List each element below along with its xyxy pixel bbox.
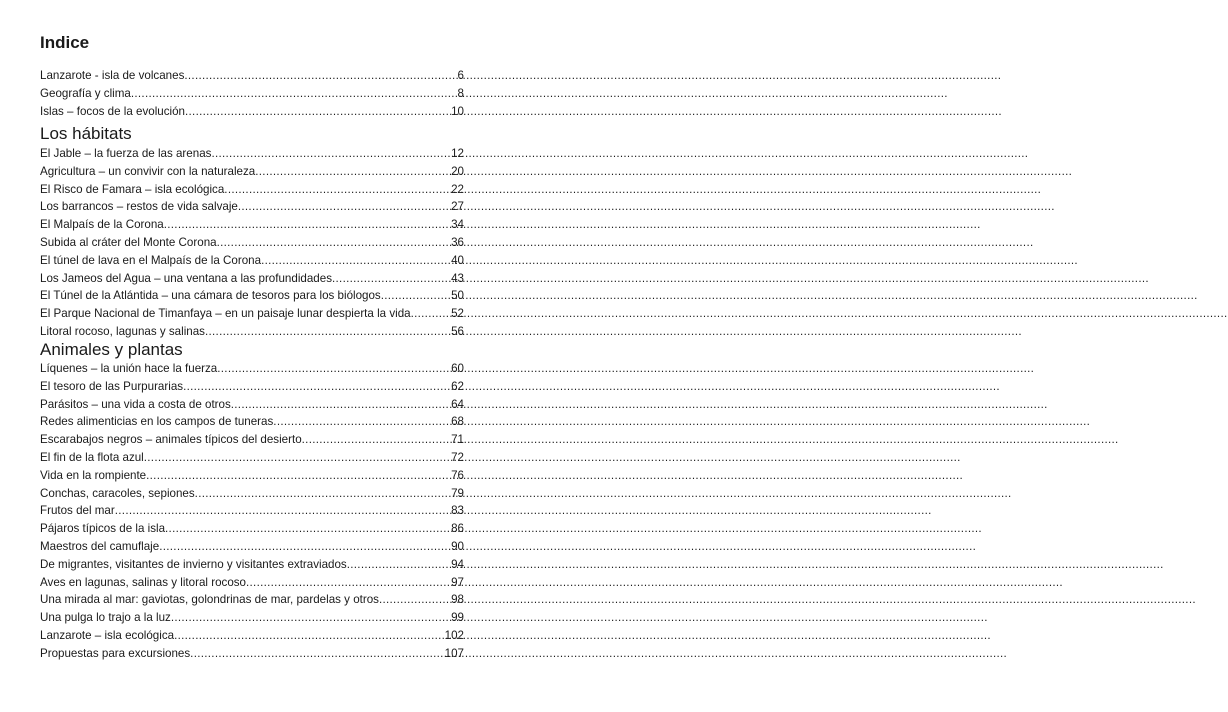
- toc-page-number: 8: [457, 86, 464, 100]
- toc-dot-leader: [205, 323, 450, 341]
- toc-entry-title: Parásitos – una vida a costa de otros: [40, 397, 231, 411]
- toc-dot-leader: [379, 591, 450, 609]
- toc-dot-leader: [217, 360, 450, 378]
- toc-entry[interactable]: [40, 252, 464, 270]
- toc-entry-title: Pájaros típicos de la isla: [40, 522, 166, 536]
- toc-entry-title: Agricultura – un convivir con la naturaleza: [40, 164, 256, 178]
- toc-page-number: 68: [451, 415, 464, 429]
- toc-page-number: 86: [451, 522, 464, 536]
- toc-entry-title: Litoral rocoso, lagunas y salinas: [40, 324, 205, 338]
- toc-dot-leader: [332, 270, 450, 288]
- toc-dot-leader: [146, 467, 450, 485]
- section-heading-habitats: Los hábitats: [40, 124, 132, 143]
- toc-page-number: 27: [451, 200, 464, 214]
- toc-entry[interactable]: [40, 627, 464, 645]
- toc-entry[interactable]: [40, 556, 464, 574]
- toc-dot-leader: [190, 645, 443, 663]
- toc-entry-title: Islas – focos de la evolución: [40, 104, 186, 118]
- toc-animales-plantas-list: [40, 360, 464, 663]
- toc-dot-leader: [273, 413, 450, 431]
- toc-entry-title: Una mirada al mar: gaviotas, golondrinas de mar, pardelas y otros: [40, 593, 379, 607]
- page-title: Indice: [40, 33, 90, 52]
- toc-entry-title: El Jable – la fuerza de las arenas: [40, 147, 212, 160]
- toc-dot-leader: [211, 145, 450, 163]
- toc-entry-title: Propuestas para excursiones: [40, 646, 191, 660]
- toc-dot-leader: [224, 181, 450, 199]
- toc-entry-title: Frutos del mar: [40, 504, 115, 518]
- toc-entry[interactable]: [40, 449, 464, 467]
- toc-page-number: 6: [457, 69, 464, 82]
- toc-page-number: 62: [451, 379, 464, 393]
- toc-entry-title: El Risco de Famara – isla ecológica: [40, 182, 225, 196]
- toc-intro-list: [40, 67, 464, 120]
- toc-dot-leader: [246, 574, 450, 592]
- toc-page-number: 20: [451, 164, 464, 178]
- toc-entry-title: Los Jameos del Agua – una ventana a las profundidades: [40, 271, 332, 285]
- toc-page-number: 34: [451, 218, 464, 232]
- toc-page-number: 22: [451, 182, 464, 196]
- toc-entry-title: Líquenes – la unión hace la fuerza: [40, 362, 218, 375]
- toc-entry-title: Maestros del camuflaje: [40, 539, 160, 553]
- toc-dot-leader: [159, 538, 450, 556]
- toc-entry[interactable]: [40, 431, 464, 449]
- toc-entry[interactable]: [40, 234, 464, 252]
- toc-entry[interactable]: [40, 323, 464, 341]
- toc-entry-title: El Parque Nacional de Timanfaya – en un paisaje lunar despierta la vida: [40, 307, 411, 321]
- toc-entry-title: El tesoro de las Purpurarias: [40, 379, 184, 393]
- toc-entry-title: El fin de la flota azul: [40, 450, 144, 464]
- toc-entry-title: Subida al cráter del Monte Corona: [40, 235, 217, 249]
- toc-page-number: 94: [451, 557, 464, 571]
- toc-page-number: 56: [451, 324, 464, 338]
- toc-dot-leader: [185, 103, 450, 121]
- toc-entry[interactable]: [40, 198, 464, 216]
- toc-dot-leader: [184, 67, 456, 85]
- toc-entry[interactable]: [40, 181, 464, 199]
- toc-page-number: 98: [451, 593, 464, 607]
- toc-page-number: 71: [451, 433, 464, 447]
- toc-page-number: 12: [451, 147, 464, 160]
- toc-page-number: 83: [451, 504, 464, 518]
- toc-page-number: 50: [451, 289, 464, 303]
- toc-page-number: 79: [451, 486, 464, 500]
- toc-dot-leader: [115, 502, 450, 520]
- toc-page-number: 72: [451, 450, 464, 464]
- toc-page-number: 102: [444, 628, 464, 642]
- toc-page-number: 76: [451, 468, 464, 482]
- toc-entry[interactable]: [40, 270, 464, 288]
- toc-entry-title: Geografía y clima: [40, 86, 131, 100]
- toc-entry[interactable]: [40, 145, 464, 163]
- toc-entry[interactable]: [40, 467, 464, 485]
- toc-page-number: 43: [451, 271, 464, 285]
- toc-entry[interactable]: [40, 67, 464, 85]
- toc-page-number: 90: [451, 539, 464, 553]
- toc-entry[interactable]: [40, 538, 464, 556]
- toc-entry[interactable]: [40, 591, 464, 609]
- toc-entry-title: Escarabajos negros – animales típicos del desierto: [40, 433, 302, 447]
- toc-entry[interactable]: [40, 378, 464, 396]
- toc-page-number: 97: [451, 575, 464, 589]
- toc-dot-leader: [381, 287, 450, 305]
- toc-dot-leader: [171, 609, 450, 627]
- toc-entry-title: Redes alimenticias en los campos de tuneras: [40, 415, 274, 429]
- toc-dot-leader: [164, 216, 450, 234]
- toc-entry[interactable]: [40, 413, 464, 431]
- toc-entry-title: El Malpaís de la Corona: [40, 218, 164, 232]
- toc-dot-leader: [174, 627, 444, 645]
- toc-entry[interactable]: [40, 574, 464, 592]
- toc-dot-leader: [347, 556, 450, 574]
- toc-dot-leader: [195, 485, 450, 503]
- toc-page-number: 40: [451, 253, 464, 267]
- toc-dot-leader: [255, 163, 450, 181]
- toc-dot-leader: [302, 431, 450, 449]
- toc-dot-leader: [144, 449, 450, 467]
- toc-entry[interactable]: [40, 216, 464, 234]
- toc-entry-title: Lanzarote - isla de volcanes: [40, 69, 185, 82]
- toc-entry-title: Conchas, caracoles, sepiones: [40, 486, 195, 500]
- toc-dot-leader: [238, 198, 450, 216]
- toc-page-number: 52: [451, 307, 464, 321]
- toc-entry[interactable]: [40, 520, 464, 538]
- toc-page-number: 107: [444, 646, 464, 660]
- toc-entry[interactable]: [40, 85, 464, 103]
- toc-entry-title: Lanzarote – isla ecológica: [40, 628, 175, 642]
- toc-entry[interactable]: [40, 163, 464, 181]
- toc-entry-title: De migrantes, visitantes de invierno y visitantes extraviados: [40, 557, 347, 571]
- toc-entry-title: El túnel de lava en el Malpaís de la Corona: [40, 253, 262, 267]
- toc-entry[interactable]: [40, 645, 464, 663]
- toc-entry[interactable]: [40, 360, 464, 378]
- toc-page-number: 60: [451, 362, 464, 375]
- toc-habitats-list: [40, 145, 464, 341]
- toc-dot-leader: [231, 396, 450, 414]
- toc-entry[interactable]: [40, 396, 464, 414]
- toc-entry-title: Vida en la rompiente: [40, 468, 147, 482]
- toc-entry-title: Una pulga lo trajo a la luz: [40, 611, 171, 625]
- toc-dot-leader: [261, 252, 450, 270]
- toc-dot-leader: [183, 378, 450, 396]
- toc-entry[interactable]: [40, 609, 464, 627]
- toc-dot-leader: [165, 520, 450, 538]
- toc-page-number: 36: [451, 235, 464, 249]
- toc-page-number: 64: [451, 397, 464, 411]
- section-heading-animales-plantas: Animales y plantas: [40, 340, 183, 359]
- toc-dot-leader: [131, 85, 457, 103]
- toc-page-number: 10: [451, 104, 464, 118]
- toc-entry[interactable]: [40, 485, 464, 503]
- toc-dot-leader: [217, 234, 451, 252]
- toc-dot-leader: [411, 305, 451, 323]
- toc-entry-title: El Túnel de la Atlántida – una cámara de tesoros para los biólogos: [40, 289, 381, 303]
- toc-entry[interactable]: [40, 502, 464, 520]
- toc-page-number: 99: [451, 611, 464, 625]
- toc-entry[interactable]: [40, 287, 464, 305]
- toc-entry-title: Los barrancos – restos de vida salvaje: [40, 200, 238, 214]
- toc-entry-title: Aves en lagunas, salinas y litoral rocoso: [40, 575, 247, 589]
- toc-entry[interactable]: [40, 103, 464, 121]
- toc-entry[interactable]: [40, 305, 464, 323]
